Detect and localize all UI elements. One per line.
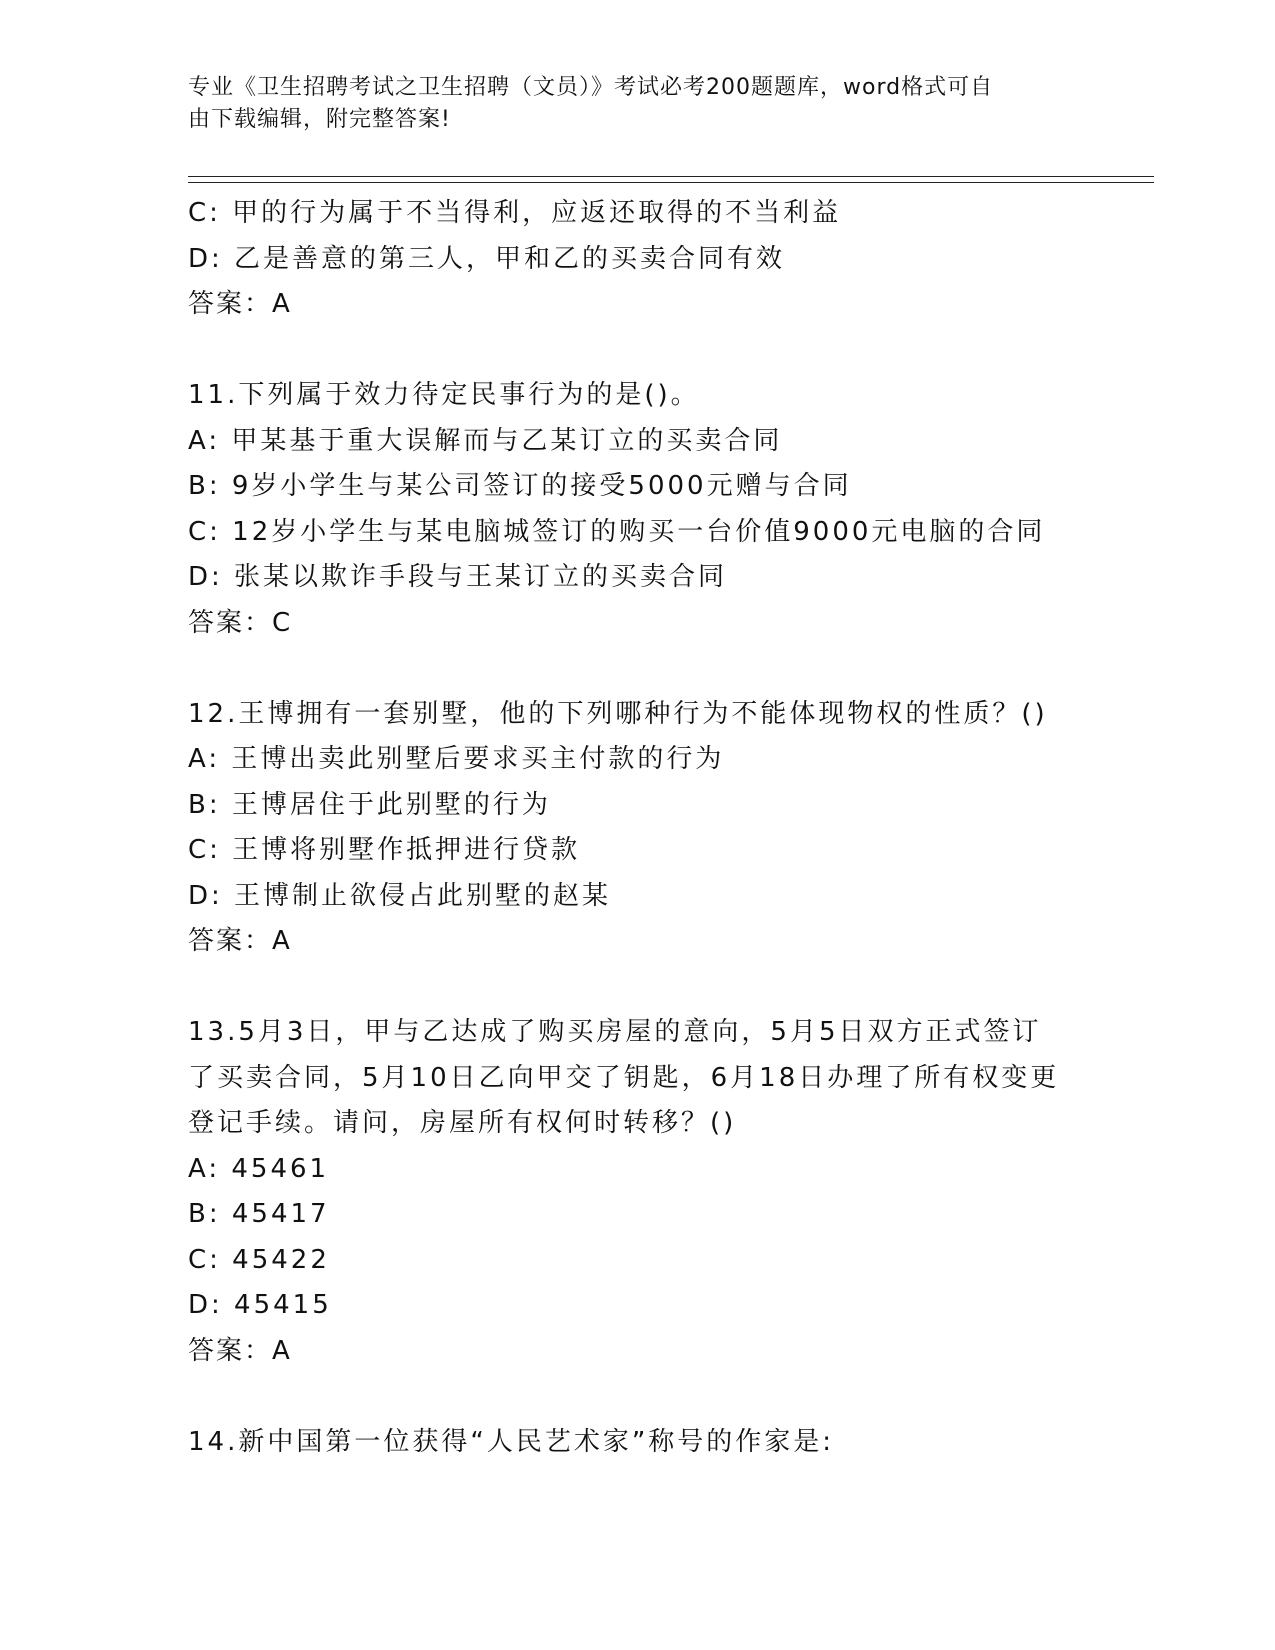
question-text: 了买卖合同，5月10日乙向甲交了钥匙，6月18日办理了所有权变更 — [188, 1062, 1060, 1093]
section-spacer — [188, 328, 1148, 374]
header-divider-bottom — [188, 182, 1154, 183]
option-line: D: 乙是善意的第三人，甲和乙的买卖合同有效 — [188, 243, 786, 274]
question-text: 12.王博拥有一套别墅，他的下列哪种行为不能体现物权的性质？() — [188, 698, 1048, 729]
question-text: 11.下列属于效力待定民事行为的是()。 — [188, 380, 700, 410]
option-line: D: 45415 — [188, 1290, 332, 1320]
question-list — [188, 191, 1148, 1465]
option-line: A: 王博出卖此别墅后要求买主付款的行为 — [188, 744, 725, 774]
option-line: B: 王博居住于此别墅的行为 — [188, 789, 551, 820]
header-divider-top — [188, 176, 1154, 177]
option-line: C: 王博将别墅作抵押进行贷款 — [188, 835, 581, 865]
section-spacer — [188, 646, 1148, 692]
option-line: D: 王博制止欲侵占此别墅的赵某 — [188, 880, 612, 911]
answer-line: 答案：A — [188, 289, 292, 319]
answer-line: 答案：A — [188, 1335, 292, 1366]
option-line: C: 12岁小学生与某电脑城签订的购买一台价值9000元电脑的合同 — [188, 516, 1046, 547]
header-line-2: 由下载编辑，附完整答案! — [188, 107, 451, 132]
header-line-1: 专业《卫生招聘考试之卫生招聘（文员）》考试必考200题题库，word格式可自 — [188, 75, 994, 100]
question-text: 登记手续。请问，房屋所有权何时转移？() — [188, 1108, 737, 1138]
question-text: 13.5月3日，甲与乙达成了购买房屋的意向，5月5日双方正式签订 — [188, 1017, 1042, 1047]
document-header — [188, 72, 1088, 136]
answer-line: 答案：A — [188, 926, 292, 956]
option-line: D: 张某以欺诈手段与王某订立的买卖合同 — [188, 562, 728, 592]
option-line: C: 甲的行为属于不当得利，应返还取得的不当利益 — [188, 198, 842, 228]
option-line: C: 45422 — [188, 1244, 330, 1275]
option-line: A: 45461 — [188, 1153, 330, 1184]
option-line: A: 甲某基于重大误解而与乙某订立的买卖合同 — [188, 425, 783, 456]
section-spacer — [188, 965, 1148, 1011]
section-spacer — [188, 1374, 1148, 1420]
option-line: B: 9岁小学生与某公司签订的接受5000元赠与合同 — [188, 471, 852, 501]
question-text: 14.新中国第一位获得“人民艺术家”称号的作家是: — [188, 1426, 835, 1457]
answer-line: 答案：C — [188, 607, 293, 638]
option-line: B: 45417 — [188, 1199, 330, 1229]
